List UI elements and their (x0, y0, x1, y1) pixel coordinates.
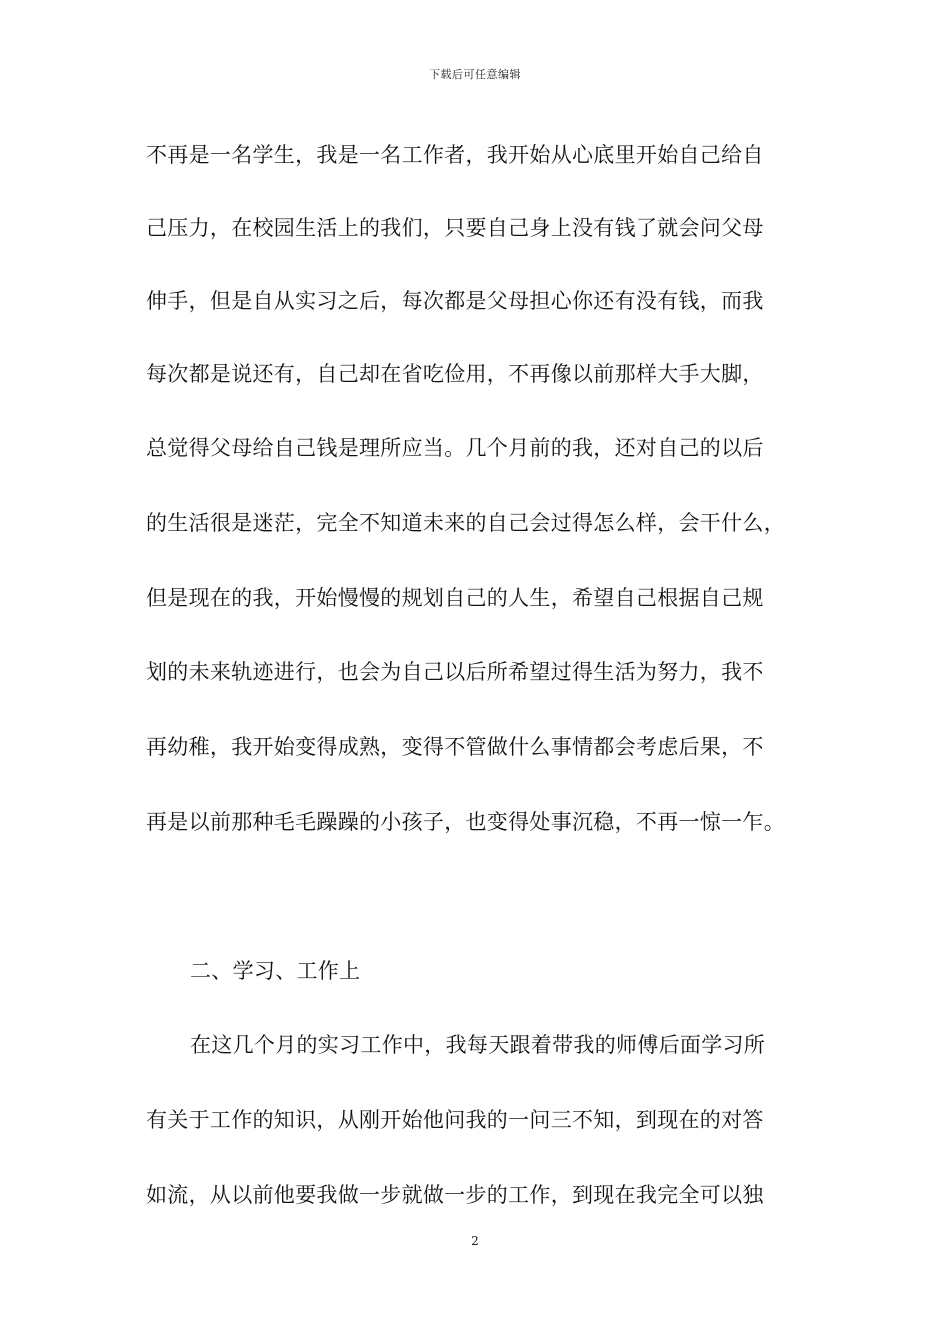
body-line: 己压力，在校园生活上的我们，只要自己身上没有钱了就会问父母 (146, 216, 764, 240)
body-line: 再幼稚，我开始变得成熟，变得不管做什么事情都会考虑后果，不 (146, 735, 764, 759)
body-line: 在这几个月的实习工作中，我每天跟着带我的师傅后面学习所 (190, 1033, 766, 1057)
body-line: 但是现在的我，开始慢慢的规划自己的人生，希望自己根据自己规 (146, 586, 764, 610)
body-line: 总觉得父母给自己钱是理所应当。几个月前的我，还对自己的以后 (146, 436, 764, 460)
body-line: 有关于工作的知识，从刚开始他问我的一问三不知，到现在的对答 (146, 1108, 764, 1132)
body-line: 不再是一名学生，我是一名工作者，我开始从心底里开始自己给自 (146, 143, 764, 167)
section-heading: 二、学习、工作上 (190, 959, 361, 983)
page-number: 2 (471, 1234, 479, 1248)
body-line: 如流，从以前他要我做一步就做一步的工作，到现在我完全可以独 (146, 1183, 764, 1207)
body-line: 的生活很是迷茫，完全不知道未来的自己会过得怎么样，会干什么， (146, 511, 785, 535)
body-line: 再是以前那种毛毛躁躁的小孩子，也变得处事沉稳，不再一惊一乍。 (146, 810, 785, 834)
body-line: 每次都是说还有，自己却在省吃俭用，不再像以前那样大手大脚， (146, 362, 764, 386)
page-header: 下载后可任意编辑 (429, 68, 521, 81)
body-line: 划的未来轨迹进行，也会为自己以后所希望过得生活为努力，我不 (146, 660, 764, 684)
body-line: 伸手，但是自从实习之后，每次都是父母担心你还有没有钱，而我 (146, 289, 764, 313)
